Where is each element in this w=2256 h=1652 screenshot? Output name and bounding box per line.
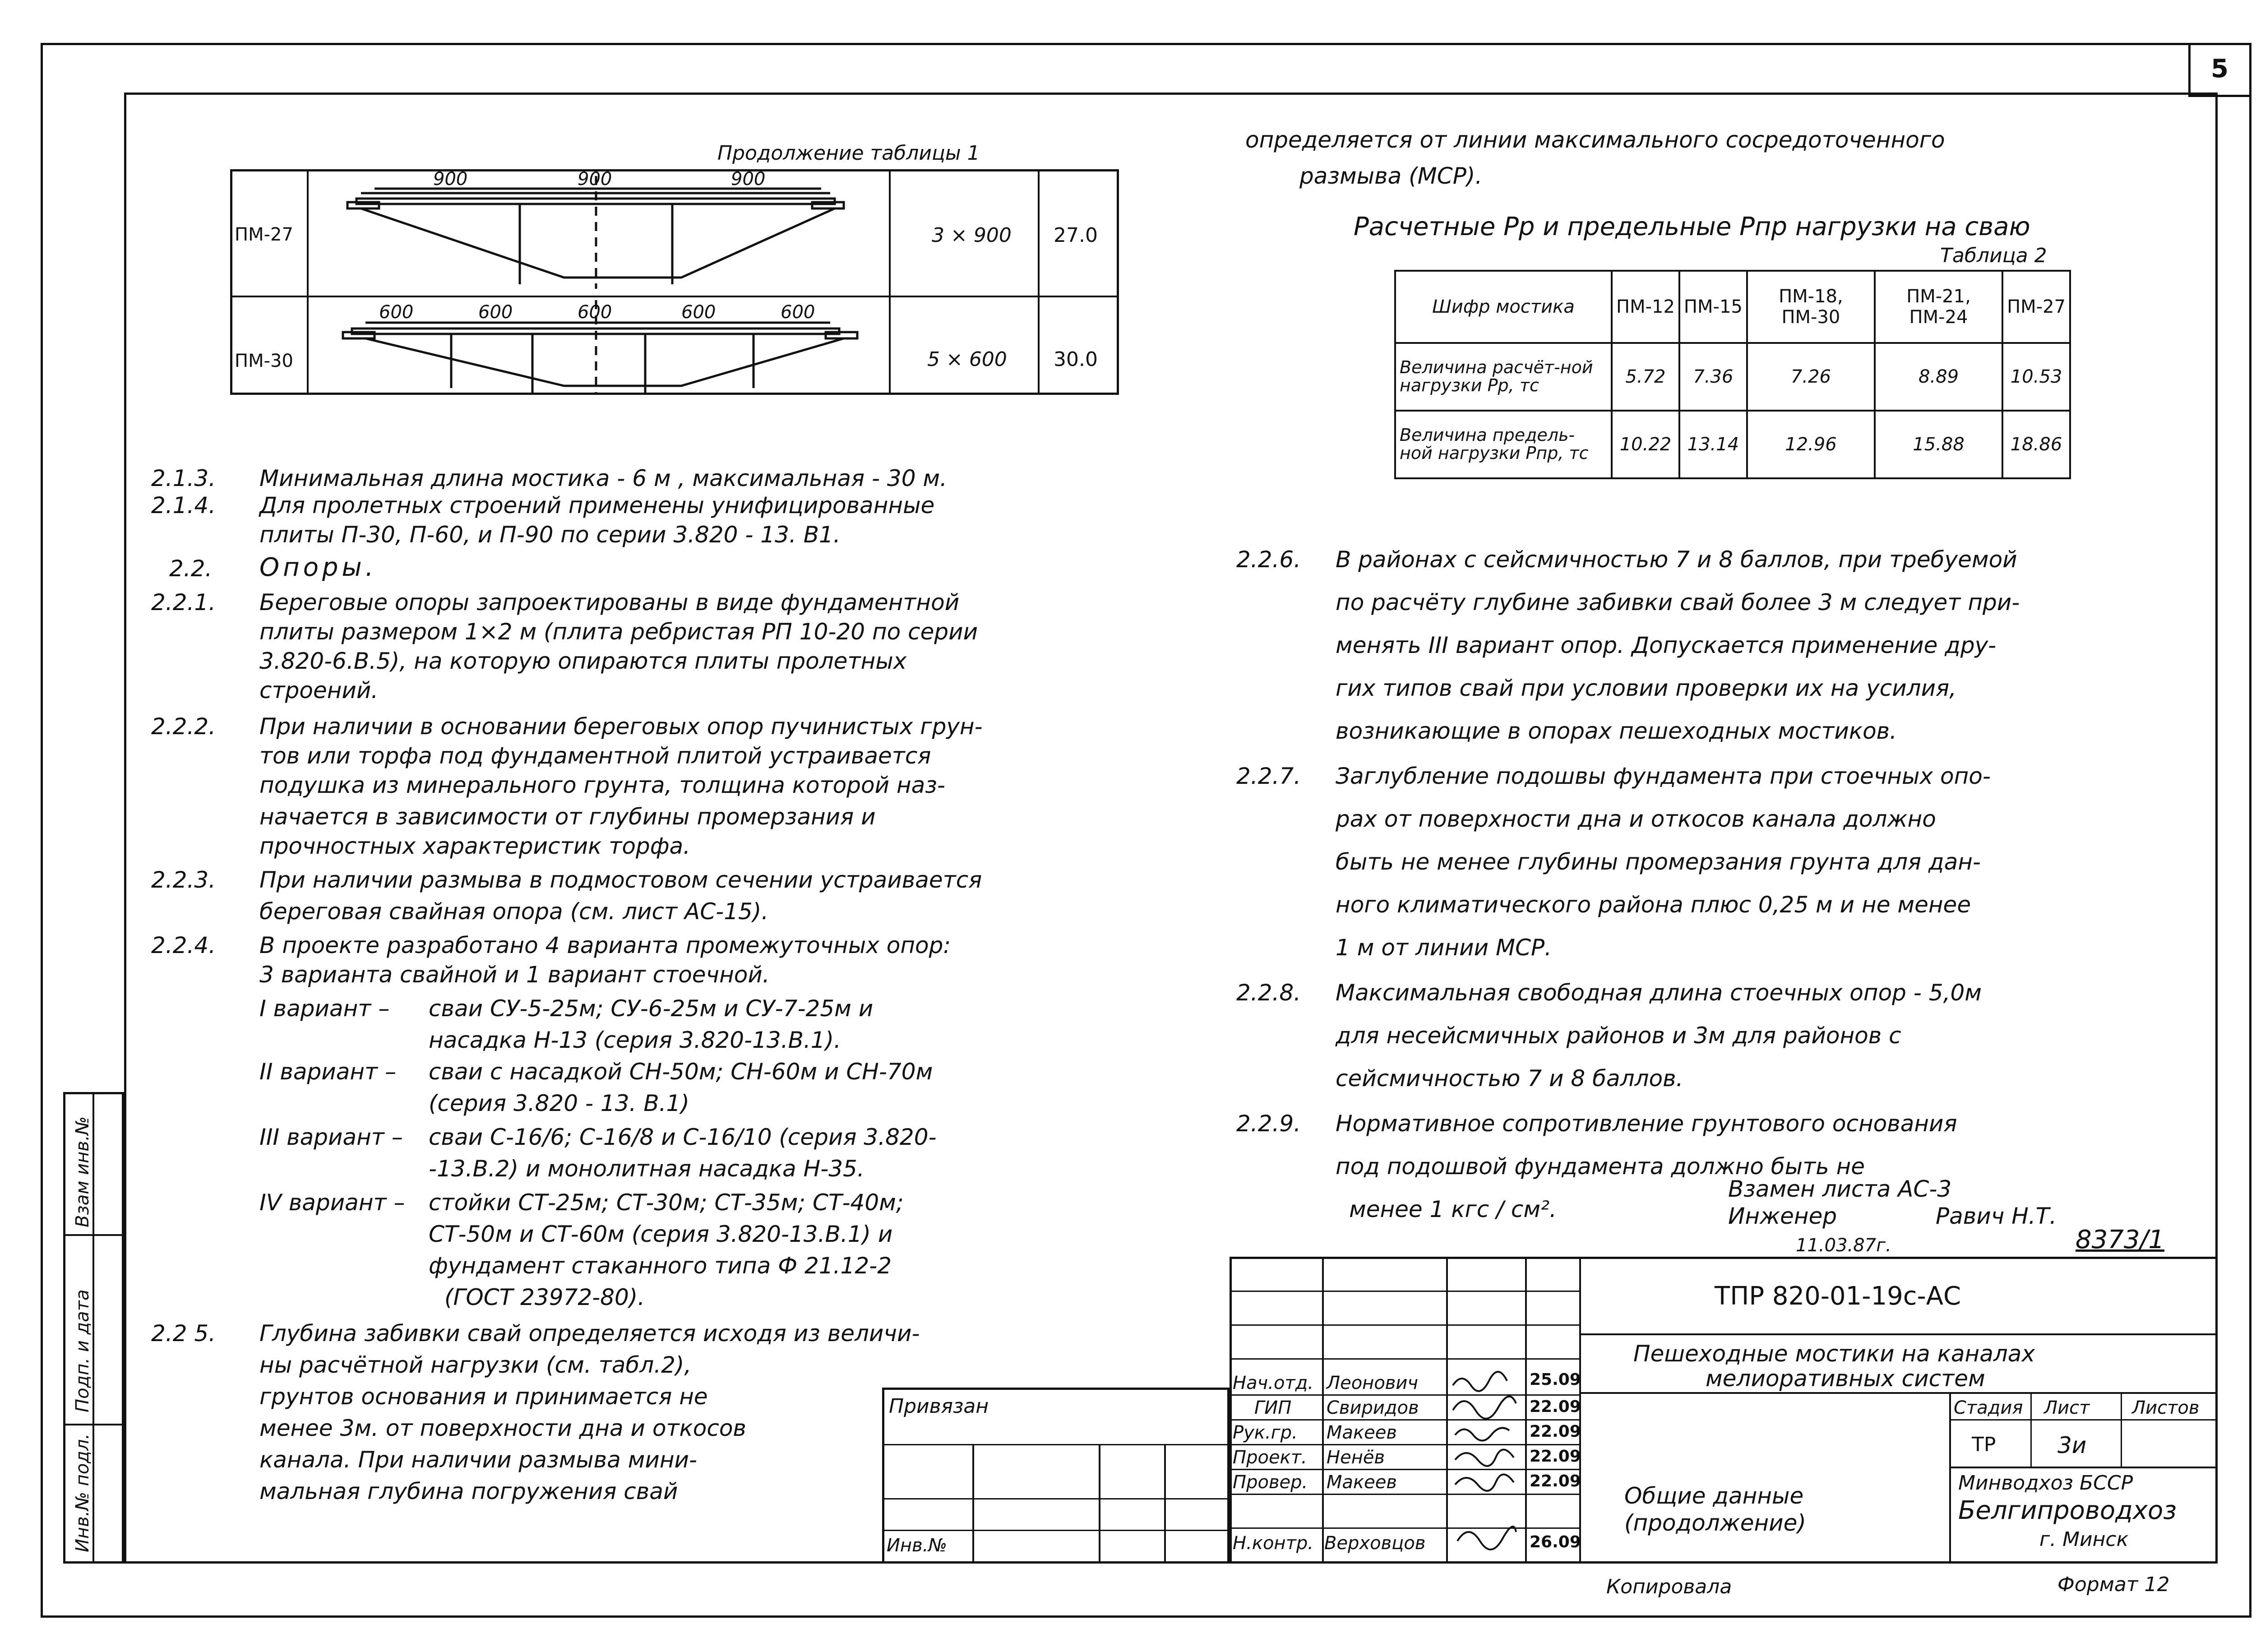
side-label-inv: Инв.№ подл. [72, 1433, 93, 1552]
pm27-span-1: 900 [433, 171, 468, 190]
pm30-span-5: 600 [781, 302, 815, 323]
project-name-2: мелиоративных систем [1706, 1365, 1985, 1392]
bridge-pm30-drawing [311, 298, 884, 395]
pm30-span-4: 600 [681, 302, 716, 323]
table2: Шифр мостика ПМ-12 ПМ-15 ПМ-18, ПМ-30 ПМ-21, ПМ-24 ПМ-27 Величина расчёт-ной нагрузки Рр, тс 5.72 7.36 7.26 8.89 10.53 Величина предель-ной нагрузки Рпр, тс 10.22 13.14 12.96 15.88 18.86 [1394, 270, 2071, 479]
engineer-name: Равич Н.Т. [1936, 1203, 2057, 1229]
signatures [1448, 1367, 1523, 1561]
row1-scheme: 3 × 900 [932, 224, 1012, 247]
doc-code: ТПР 820-01-19с-АС [1715, 1282, 1961, 1311]
inv-label: Инв.№ [887, 1535, 947, 1556]
engineer-label: Инженер [1728, 1203, 1837, 1229]
row2-scheme: 5 × 600 [927, 348, 1007, 371]
right-intro-1: определяется от линии максимального сосредоточенного [1245, 127, 1945, 153]
pm30-span-1: 600 [379, 302, 414, 323]
format-label: Формат 12 [2057, 1573, 2170, 1596]
right-intro-2: размыва (МСР). [1299, 163, 1483, 189]
sheet-number: 5 [2211, 54, 2228, 83]
side-label-sign: Подп. и дата [72, 1289, 93, 1412]
stage-value: ТР [1972, 1433, 1996, 1456]
replacement-date: 11.03.87г. [1796, 1235, 1891, 1256]
continuation-label: Продолжение таблицы 1 [717, 142, 980, 165]
inventory-number: 8373/1 [2076, 1225, 2165, 1254]
privyazan-label: Привязан [889, 1395, 989, 1418]
sheet-title-1: Общие данные [1624, 1483, 1804, 1509]
side-label-vzam: Взам инв.№ [72, 1116, 93, 1227]
stage-header: Стадия [1954, 1397, 2023, 1418]
table2-label: Таблица 2 [1940, 244, 2047, 267]
org-3: г. Минск [2039, 1528, 2129, 1551]
bridge-pm27-drawing [311, 171, 884, 296]
table2-title: Расчетные Рр и предельные Рпр нагрузки на сваю [1354, 212, 2030, 241]
pm30-span-3: 600 [578, 302, 612, 323]
sheet-value: 3и [2057, 1432, 2087, 1458]
sheets-header: Листов [2132, 1397, 2200, 1418]
sheet-title-2: (продолжение) [1624, 1510, 1806, 1536]
row1-length: 27.0 [1054, 224, 1098, 247]
org-2: Белгипроводхоз [1958, 1496, 2177, 1525]
project-name-1: Пешеходные мостики на каналах [1633, 1341, 2035, 1367]
pm27-span-3: 900 [731, 171, 766, 190]
row1-code: ПМ-27 [235, 224, 293, 245]
pm27-span-2: 900 [578, 171, 612, 190]
row2-length: 30.0 [1054, 348, 1098, 371]
sheet-header: Лист [2044, 1397, 2090, 1418]
org-1: Минводхоз БССР [1958, 1472, 2133, 1495]
row2-code: ПМ-30 [235, 351, 293, 371]
pm30-span-2: 600 [478, 302, 513, 323]
replacement-note: Взамен листа АС-3 [1728, 1176, 1952, 1202]
copied-label: Копировала [1606, 1575, 1732, 1598]
